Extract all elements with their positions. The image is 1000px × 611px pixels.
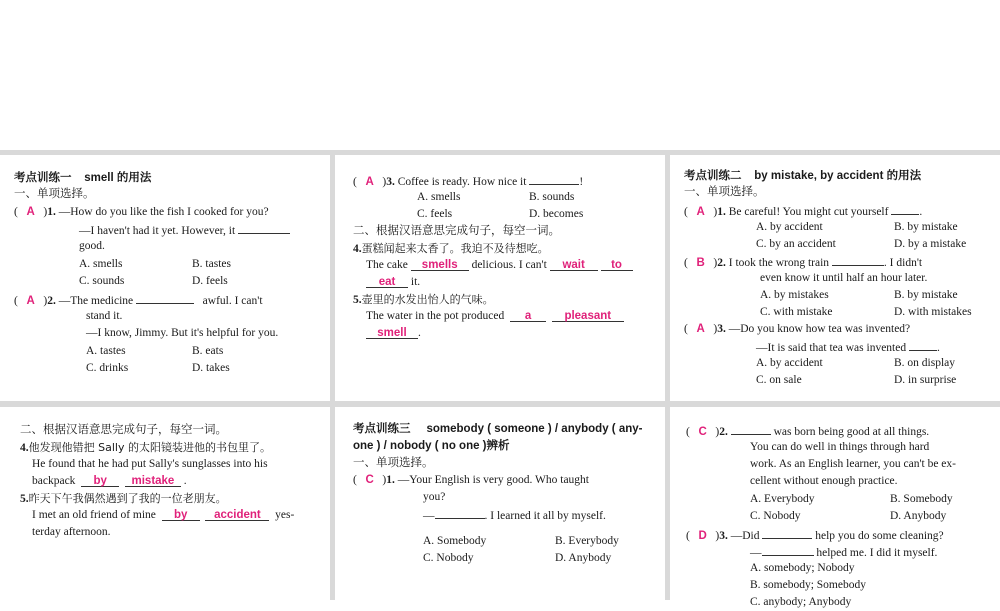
blank <box>238 221 290 234</box>
answer-mark: A <box>26 206 35 218</box>
answer-mark: A <box>26 295 35 307</box>
blank: smell <box>366 325 418 339</box>
question-5: 5.壶里的水发出怡人的气味。 <box>353 293 494 306</box>
title-en: by mistake, by accident 的用法 <box>754 170 922 182</box>
title-cn: 考点训练二 <box>684 170 742 182</box>
blank: smells <box>411 257 469 271</box>
subsection-heading: 一、单项选择。 <box>353 457 434 469</box>
blank: eat <box>366 274 408 288</box>
question-2: ( A )2. —The medicine awful. I can't <box>14 291 330 310</box>
subsection-heading: 一、单项选择。 <box>684 186 765 198</box>
blank <box>762 526 812 539</box>
title-cn: 考点训练三 <box>353 423 411 435</box>
section-title <box>14 170 330 187</box>
blank <box>891 202 919 215</box>
blank <box>529 172 579 185</box>
card-translation-by-mistake: 二、根据汉语意思完成句子，每空一词。 4.他发现他错把 Sally 的太阳镜装进他的书包里了。 He found that he had put Sally's sunglasses into his backpack by mistake . 5.昨天下午我偶然遇到了我的一位老朋友。 I met an old friend of mine by accident yes- terday afternoon. <box>0 407 330 600</box>
question-1: ( A )1. Be careful! You might cut yourself . <box>684 202 1000 221</box>
answer-mark: C <box>698 426 707 438</box>
blank <box>762 543 814 556</box>
subsection-heading: 一、单项选择。 <box>14 188 95 200</box>
question-2: ( C )2. was born being good at all things. <box>686 422 1000 441</box>
question-4: 4.他发现他错把 Sally 的太阳镜装进他的书包里了。 <box>20 441 271 454</box>
section-title <box>353 421 665 438</box>
blank <box>136 291 194 304</box>
answer-mark: D <box>698 530 707 542</box>
answer-mark: A <box>696 206 705 218</box>
question-1: ( A )1. —How do you like the fish I cooked for you? <box>14 204 330 221</box>
question-2: ( B )2. I took the wrong train . I didn't <box>684 253 1000 272</box>
answer-mark: B <box>696 257 705 269</box>
card-by-mistake-by-accident: 考点训练二 by mistake, by accident 的用法 一、单项选择。 ( A )1. Be careful! You might cut yourself . A. by accident B. by mistake C. by an accident D. by a mistake ( B )2. I took the wrong train . I didn't even know it until half an hour later. A. by mistakes B. by mistake C. with mistake D. with mistakes ( A )3. —Do you know how tea was invented? —It is said that tea was invented . A. by accident B. on display C. on sale D. in surprise <box>670 155 1000 401</box>
blank: mistake <box>125 473 181 487</box>
blank: accident <box>205 507 269 521</box>
card-somebody-anybody-nobody: 考点训练三 somebody ( someone ) / anybody ( any- one ) / nobody ( no one )辨析 一、单项选择。 ( C )1. —Your English is very good. Who taught you? — . I learned it all by myself. A. Somebody B. Everybody C. Nobody D. Anybody <box>335 407 665 600</box>
answer-mark: A <box>696 323 705 335</box>
blank: to <box>601 257 633 271</box>
blank: by <box>162 507 200 521</box>
answer-mark: C <box>365 474 374 486</box>
title-cn: 考点训练一 <box>14 172 72 184</box>
blank <box>832 253 884 266</box>
question-3: ( A )3. —Do you know how tea was invented? <box>684 321 1000 338</box>
question-1: ( C )1. —Your English is very good. Who taught <box>353 472 665 489</box>
subsection-heading: 二、根据汉语意思完成句子，每空一词。 <box>353 225 560 237</box>
question-3: ( A )3. Coffee is ready. How nice it ! <box>353 172 665 191</box>
answer-mark: A <box>365 176 374 188</box>
question-4: 4.蛋糕闻起来太香了。我迫不及待想吃。 <box>353 242 549 255</box>
blank <box>435 506 485 519</box>
blank: by <box>81 473 119 487</box>
question-5: 5.昨天下午我偶然遇到了我的一位老朋友。 <box>20 492 227 505</box>
section-title <box>684 168 1000 185</box>
blank: wait <box>550 257 598 271</box>
blank <box>909 338 937 351</box>
question-3: ( D )3. —Did help you do some cleaning? <box>686 526 1000 545</box>
title-en: somebody ( someone ) / anybody ( any- <box>426 423 643 435</box>
card-somebody-continued: ( C )2. was born being good at all things. You can do well in things through hard work. As an English learner, you can't be ex- cellent without enough practice. A. Everybody B. Somebody C. Nobody D. Anybody ( D )3. —Did help you do some cleaning? — helped me. I did it myself. A. somebody; Nobody B. somebody; Somebody C. anybody; Anybody <box>670 407 1000 600</box>
title-en: smell 的用法 <box>84 172 152 184</box>
card-smell-usage: 考点训练一 smell 的用法 一、单项选择。 ( A )1. —How do you like the fish I cooked for you? —I haven't had it yet. However, it good. A. smells B. tastes C. sounds D. feels ( A )2. —The medicine awful. I can't stand it. —I know, Jimmy. But it's helpful for you. A. tastes B. eats C. drinks D. takes <box>0 155 330 401</box>
card-smell-continued: ( A )3. Coffee is ready. How nice it ! A. smells B. sounds C. feels D. becomes 二、根据汉语意思完成句子，每空一词。 4.蛋糕闻起来太香了。我迫不及待想吃。 The cake smells delicious. I can't wait to eat it. 5.壶里的水发出怡人的气味。 The water in the pot produced a pleasant smell . <box>335 155 665 401</box>
blank <box>731 422 771 435</box>
subsection-heading: 二、根据汉语意思完成句子，每空一词。 <box>20 424 227 436</box>
blank: pleasant <box>552 308 624 322</box>
exercise-grid <box>0 150 1000 608</box>
blank: a <box>510 308 546 322</box>
